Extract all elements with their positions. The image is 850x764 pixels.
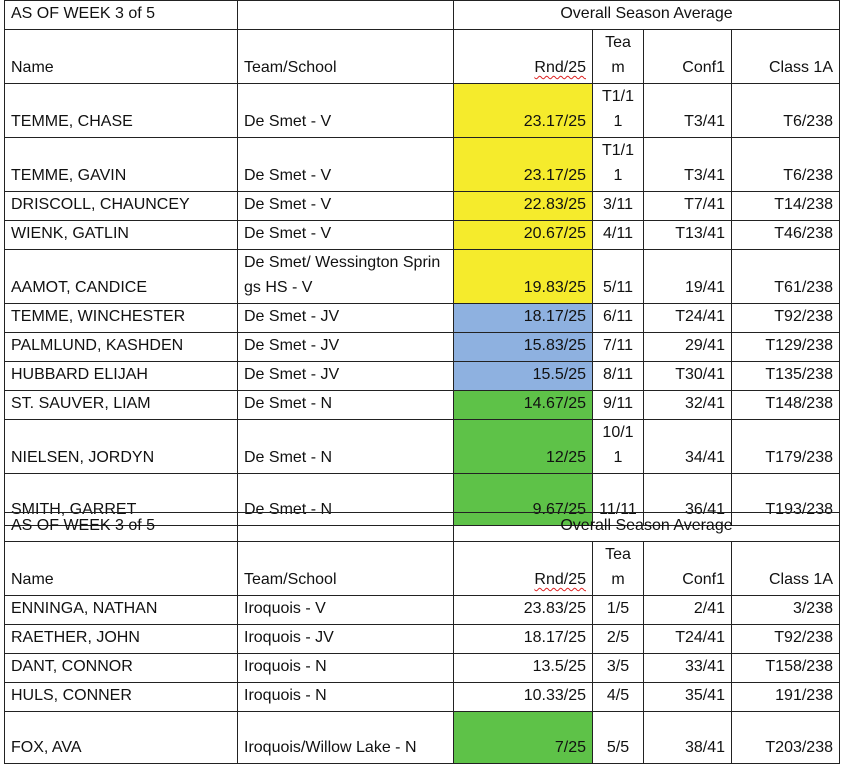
as-of-label: AS OF WEEK 3 of 5 bbox=[5, 513, 238, 542]
rnd-average: 20.67/25 bbox=[454, 221, 593, 250]
column-header-class: Class 1A bbox=[732, 30, 840, 84]
team-standings-table-iroquois bbox=[4, 512, 840, 764]
class-rank: T61/238 bbox=[732, 250, 840, 304]
conference-rank: 34/41 bbox=[644, 420, 732, 474]
class-rank: T92/238 bbox=[732, 625, 840, 654]
team-rank: T1/11 bbox=[593, 138, 644, 192]
column-header-rnd-label: Rnd/25 bbox=[534, 571, 586, 588]
team-school: De Smet - V bbox=[238, 138, 454, 192]
player-name: HULS, CONNER bbox=[5, 683, 238, 712]
team-school: De Smet - JV bbox=[238, 362, 454, 391]
team-standings-table-de-smet bbox=[4, 0, 840, 526]
table-body bbox=[5, 513, 840, 764]
column-header-conf: Conf1 bbox=[644, 542, 732, 596]
column-header-team-rank: Team bbox=[593, 542, 644, 596]
table-row bbox=[5, 712, 840, 764]
team-school: De Smet - N bbox=[238, 420, 454, 474]
team-rank: 3/11 bbox=[593, 192, 644, 221]
class-rank: T92/238 bbox=[732, 304, 840, 333]
team-rank: 10/11 bbox=[593, 420, 644, 474]
team-school: De Smet - JV bbox=[238, 333, 454, 362]
player-name: TEMME, GAVIN bbox=[5, 138, 238, 192]
class-rank: T46/238 bbox=[732, 221, 840, 250]
player-name: DRISCOLL, CHAUNCEY bbox=[5, 192, 238, 221]
player-name: HUBBARD ELIJAH bbox=[5, 362, 238, 391]
rnd-average: 18.17/25 bbox=[454, 625, 593, 654]
table-row bbox=[5, 138, 840, 192]
as-of-label: AS OF WEEK 3 of 5 bbox=[5, 1, 238, 30]
team-school: Iroquois - N bbox=[238, 654, 454, 683]
conference-rank: T3/41 bbox=[644, 138, 732, 192]
class-rank: T6/238 bbox=[732, 138, 840, 192]
rnd-average: 14.67/25 bbox=[454, 391, 593, 420]
conference-rank: 35/41 bbox=[644, 683, 732, 712]
rnd-average: 12/25 bbox=[454, 420, 593, 474]
header-row-columns bbox=[5, 542, 840, 596]
overall-season-average-header: Overall Season Average bbox=[454, 1, 840, 30]
team-rank: 5/11 bbox=[593, 250, 644, 304]
conference-rank: T13/41 bbox=[644, 221, 732, 250]
table-row bbox=[5, 654, 840, 683]
team-rank: 1/5 bbox=[593, 596, 644, 625]
rnd-average: 22.83/25 bbox=[454, 192, 593, 221]
rnd-average: 18.17/25 bbox=[454, 304, 593, 333]
table-row bbox=[5, 596, 840, 625]
team-school: De Smet/ Wessington Springs HS - V bbox=[238, 250, 454, 304]
rnd-average: 15.83/25 bbox=[454, 333, 593, 362]
conference-rank: 19/41 bbox=[644, 250, 732, 304]
team-rank: T1/11 bbox=[593, 84, 644, 138]
team-rank: 11/11 bbox=[593, 474, 644, 526]
column-header-rnd bbox=[454, 542, 593, 596]
header-blank bbox=[238, 513, 454, 542]
column-header-conf: Conf1 bbox=[644, 30, 732, 84]
conference-rank: 38/41 bbox=[644, 712, 732, 764]
class-rank: T14/238 bbox=[732, 192, 840, 221]
class-rank: T179/238 bbox=[732, 420, 840, 474]
team-school: Iroquois - N bbox=[238, 683, 454, 712]
table-row bbox=[5, 333, 840, 362]
team-rank: 5/5 bbox=[593, 712, 644, 764]
overall-season-average-header: Overall Season Average bbox=[454, 513, 840, 542]
column-header-team-school: Team/School bbox=[238, 542, 454, 596]
header-row-top bbox=[5, 513, 840, 542]
player-name: ST. SAUVER, LIAM bbox=[5, 391, 238, 420]
player-name: DANT, CONNOR bbox=[5, 654, 238, 683]
class-rank: T148/238 bbox=[732, 391, 840, 420]
player-name: FOX, AVA bbox=[5, 712, 238, 764]
team-rank: 3/5 bbox=[593, 654, 644, 683]
team-school: Iroquois/Willow Lake - N bbox=[238, 712, 454, 764]
column-header-team-rank: Team bbox=[593, 30, 644, 84]
team-rank: 4/5 bbox=[593, 683, 644, 712]
player-name: WIENK, GATLIN bbox=[5, 221, 238, 250]
team-rank: 9/11 bbox=[593, 391, 644, 420]
column-header-class: Class 1A bbox=[732, 542, 840, 596]
team-rank: 7/11 bbox=[593, 333, 644, 362]
conference-rank: T7/41 bbox=[644, 192, 732, 221]
class-rank: T158/238 bbox=[732, 654, 840, 683]
team-school: Iroquois - JV bbox=[238, 625, 454, 654]
conference-rank: 36/41 bbox=[644, 474, 732, 526]
rnd-average: 7/25 bbox=[454, 712, 593, 764]
rnd-average: 19.83/25 bbox=[454, 250, 593, 304]
player-name: TEMME, WINCHESTER bbox=[5, 304, 238, 333]
header-row-columns bbox=[5, 30, 840, 84]
rnd-average: 13.5/25 bbox=[454, 654, 593, 683]
player-name: ENNINGA, NATHAN bbox=[5, 596, 238, 625]
team-school: De Smet - N bbox=[238, 474, 454, 526]
column-header-name: Name bbox=[5, 542, 238, 596]
class-rank: T193/238 bbox=[732, 474, 840, 526]
team-rank: 6/11 bbox=[593, 304, 644, 333]
rnd-average: 23.83/25 bbox=[454, 596, 593, 625]
rnd-average: 9.67/25 bbox=[454, 474, 593, 526]
table-row bbox=[5, 625, 840, 654]
conference-rank: T24/41 bbox=[644, 304, 732, 333]
team-school: De Smet - N bbox=[238, 391, 454, 420]
rnd-average: 23.17/25 bbox=[454, 138, 593, 192]
player-name: AAMOT, CANDICE bbox=[5, 250, 238, 304]
conference-rank: 29/41 bbox=[644, 333, 732, 362]
rnd-average: 10.33/25 bbox=[454, 683, 593, 712]
class-rank: 3/238 bbox=[732, 596, 840, 625]
rnd-average: 23.17/25 bbox=[454, 84, 593, 138]
team-school: De Smet - V bbox=[238, 84, 454, 138]
column-header-rnd bbox=[454, 30, 593, 84]
table-body bbox=[5, 1, 840, 526]
player-name: TEMME, CHASE bbox=[5, 84, 238, 138]
conference-rank: 2/41 bbox=[644, 596, 732, 625]
team-rank: 2/5 bbox=[593, 625, 644, 654]
header-blank bbox=[238, 1, 454, 30]
table-row bbox=[5, 362, 840, 391]
team-school: De Smet - V bbox=[238, 192, 454, 221]
team-school: De Smet - JV bbox=[238, 304, 454, 333]
table-row bbox=[5, 391, 840, 420]
team-school: De Smet - V bbox=[238, 221, 454, 250]
table-row bbox=[5, 192, 840, 221]
column-header-team-school: Team/School bbox=[238, 30, 454, 84]
player-name: SMITH, GARRET bbox=[5, 474, 238, 526]
player-name: PALMLUND, KASHDEN bbox=[5, 333, 238, 362]
header-row-top bbox=[5, 1, 840, 30]
table-row bbox=[5, 250, 840, 304]
player-name: RAETHER, JOHN bbox=[5, 625, 238, 654]
column-header-rnd-label: Rnd/25 bbox=[534, 59, 586, 76]
player-name: NIELSEN, JORDYN bbox=[5, 420, 238, 474]
class-rank: T6/238 bbox=[732, 84, 840, 138]
table-row bbox=[5, 84, 840, 138]
class-rank: T135/238 bbox=[732, 362, 840, 391]
class-rank: 191/238 bbox=[732, 683, 840, 712]
table-row bbox=[5, 683, 840, 712]
team-rank: 4/11 bbox=[593, 221, 644, 250]
conference-rank: 32/41 bbox=[644, 391, 732, 420]
class-rank: T203/238 bbox=[732, 712, 840, 764]
table-row bbox=[5, 304, 840, 333]
conference-rank: T3/41 bbox=[644, 84, 732, 138]
rnd-average: 15.5/25 bbox=[454, 362, 593, 391]
conference-rank: T30/41 bbox=[644, 362, 732, 391]
team-rank: 8/11 bbox=[593, 362, 644, 391]
conference-rank: T24/41 bbox=[644, 625, 732, 654]
table-row bbox=[5, 221, 840, 250]
class-rank: T129/238 bbox=[732, 333, 840, 362]
team-school: Iroquois - V bbox=[238, 596, 454, 625]
conference-rank: 33/41 bbox=[644, 654, 732, 683]
table-row bbox=[5, 420, 840, 474]
column-header-name: Name bbox=[5, 30, 238, 84]
